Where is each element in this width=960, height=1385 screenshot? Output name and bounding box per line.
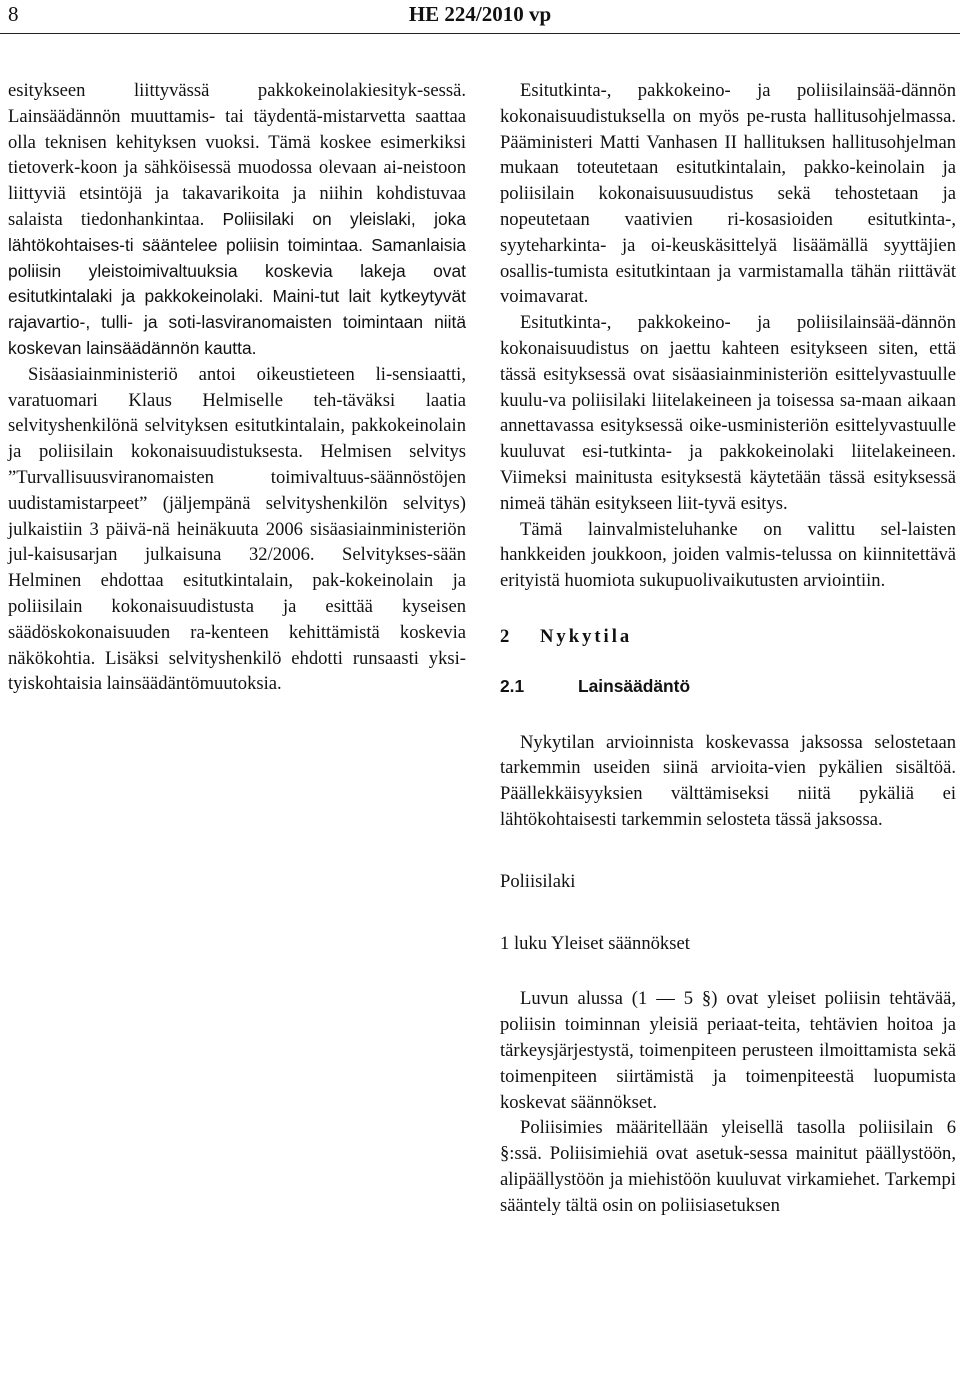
right-paragraph-3: Tämä lainvalmisteluhanke on valittu sel-laisten hankkeiden joukkoon, joiden valmis-telussa on kiinnitettävä erityistä huomiota sukupuolivaikutusten arviointiin. [500, 518, 956, 592]
section-number: 2.1 [500, 675, 525, 696]
left-paragraph-1 [8, 78, 466, 362]
right-paragraph-1: Esitutkinta-, pakkokeino- ja poliisilainsää-dännön kokonaisuudistuksella on myös pe-rusta hallitusohjelmassa. Pääministeri Matti Vanhasen II hallituksen hallitusohjelman mukaan toteutetaan esitutkintalain, pakko-keinolain ja poliisilain kokonaisuusuudistus sekä tehostetaan ja nopeutetaan vaativien ri-kosasioiden esitutkinta-, syyteharkinta- ja oi-keuskäsittelyä lisäämällä syyttäjien osallis-tumista esitutkintaan ja varmistamalla tähän riittävät voimavarat. [500, 80, 956, 308]
running-head: HE 224/2010 vp [408, 2, 552, 26]
law-title: Poliisilaki [500, 870, 576, 892]
right-column [500, 78, 956, 1218]
left-column [8, 78, 466, 697]
chapter-title: Nykytila [540, 625, 633, 647]
right-paragraph-2: Esitutkinta-, pakkokeino- ja poliisilainsää-dännön kokonaisuudistus on jaettu kahteen esitykseen siten, että tässä esityksessä ovat sisäasiainministeriön esittelyvastuulle kuulu-va poliisilaki liitelakeineen ja toisessa sa-maan aikaan annettavassa esityksessä oike-usministeriön esittelyvastuulle kuuluvat esi-tutkinta- ja pakkokeinolaki liitelakeineen. Viimeksi mainitusta esityksestä käytetään tässä esityksessä nimeä tähän esitykseen liit-tyvä esitys. [500, 312, 956, 514]
header-rule [0, 33, 960, 34]
right-paragraph-6: Poliisimies määritellään yleisellä tasolla poliisilain 6 §:ssä. Poliisimiehiä ovat asetuk-sessa mainitut päällystöön, alipäällystöön ja miehistöön kuuluvat virkamiehet. Tarkempi sääntely tältä osin on poliisiasetuksen [500, 1117, 956, 1216]
left-paragraph-1-opening: esitykseen liittyvässä pakkokeinolakiesityk-sessä. Lainsäädännön muuttamis- tai täydentä-mistarvetta saattaa olla teknisen kehityksen vuoksi. Tämä koskee esimerkiksi tietoverk-koon ja sähköisessä muodossa olevaan ai-neistoon liittyviä etsintöjä ja takavarikoita ja niihin kohdistuvaa salaista tiedonhankintaa. [8, 80, 466, 230]
page-number: 8 [8, 2, 19, 26]
right-paragraph-5: Luvun alussa (1 — 5 §) ovat yleiset poliisin tehtävää, poliisin toiminnan yleisiä periaat-teita, tehtävien hoitoa ja tärkeysjärjestystä, toimenpiteen perusteen ilmoittamista sekä toimenpiteen siirtämistä ja toimenpiteestä luopumista koskevat säännökset. [500, 988, 956, 1113]
left-paragraph-2: Sisäasiainministeriö antoi oikeustieteen li-sensiaatti, varatuomari Klaus Helmiselle teh-täväksi laatia selvityshenkilönä selvityksen esitutkintalain, pakkokeinolain ja poliisilain kokonaisuudistuksesta. Helmisen selvitys ”Turvallisuusviranomaisten toimivaltuus-säännöstöjen uudistamistarpeet” (jäljempänä selvityshenkilön selvitys) julkaistiin 3 päivä-nä heinäkuuta 2006 sisäasiainministeriön jul-kaisusarjan julkaisuna 32/2006. Selvitykses-sään Helminen ehdottaa esitutkintalain, pak-kokeinolain ja poliisilain kokonaisuudistusta ja esittää kyseisen säädöskokonaisuuden ra-kenteen kehittämistä koskevia näkökohtia. Lisäksi selvityshenkilö ehdotti runsaasti yksi-tyiskohtaisia lainsäädäntömuutoksia. [8, 363, 466, 695]
left-paragraph-1-sans-sentence: Poliisilaki on yleislaki, joka lähtökohtaises-ti sääntelee poliisin toimintaa. [8, 208, 466, 255]
chapter-heading [500, 624, 956, 650]
section-title: Lainsäädäntö [578, 675, 691, 696]
section-heading [500, 674, 956, 700]
right-paragraph-4: Nykytilan arvioinnista koskevassa jaksossa selostetaan tarkemmin useiden siinä arvioita-vien pykälien sisältöä. Päällekkäisyyksien välttämiseksi niitä pykäliä ei lähtökohtaisesti tarkemmin selosteta tässä jaksossa. [500, 731, 956, 830]
left-paragraph-1-sans-sentence-2: Samanlaisia poliisin yleistoimivaltuuksia koskevia lakeja ovat esitutkintalaki ja pakkokeinolaki. [8, 234, 466, 307]
chapter-number: 2 [500, 625, 510, 647]
left-paragraph-1-sans-sentence-3: Maini-tut lait kytkeytyvät rajavartio-, tulli- ja soti-lasviranomaisten toimintaan niitä koskevan lainsäädännön kautta. [8, 286, 466, 358]
chapter-1-title: 1 luku Yleiset säännökset [500, 932, 690, 954]
